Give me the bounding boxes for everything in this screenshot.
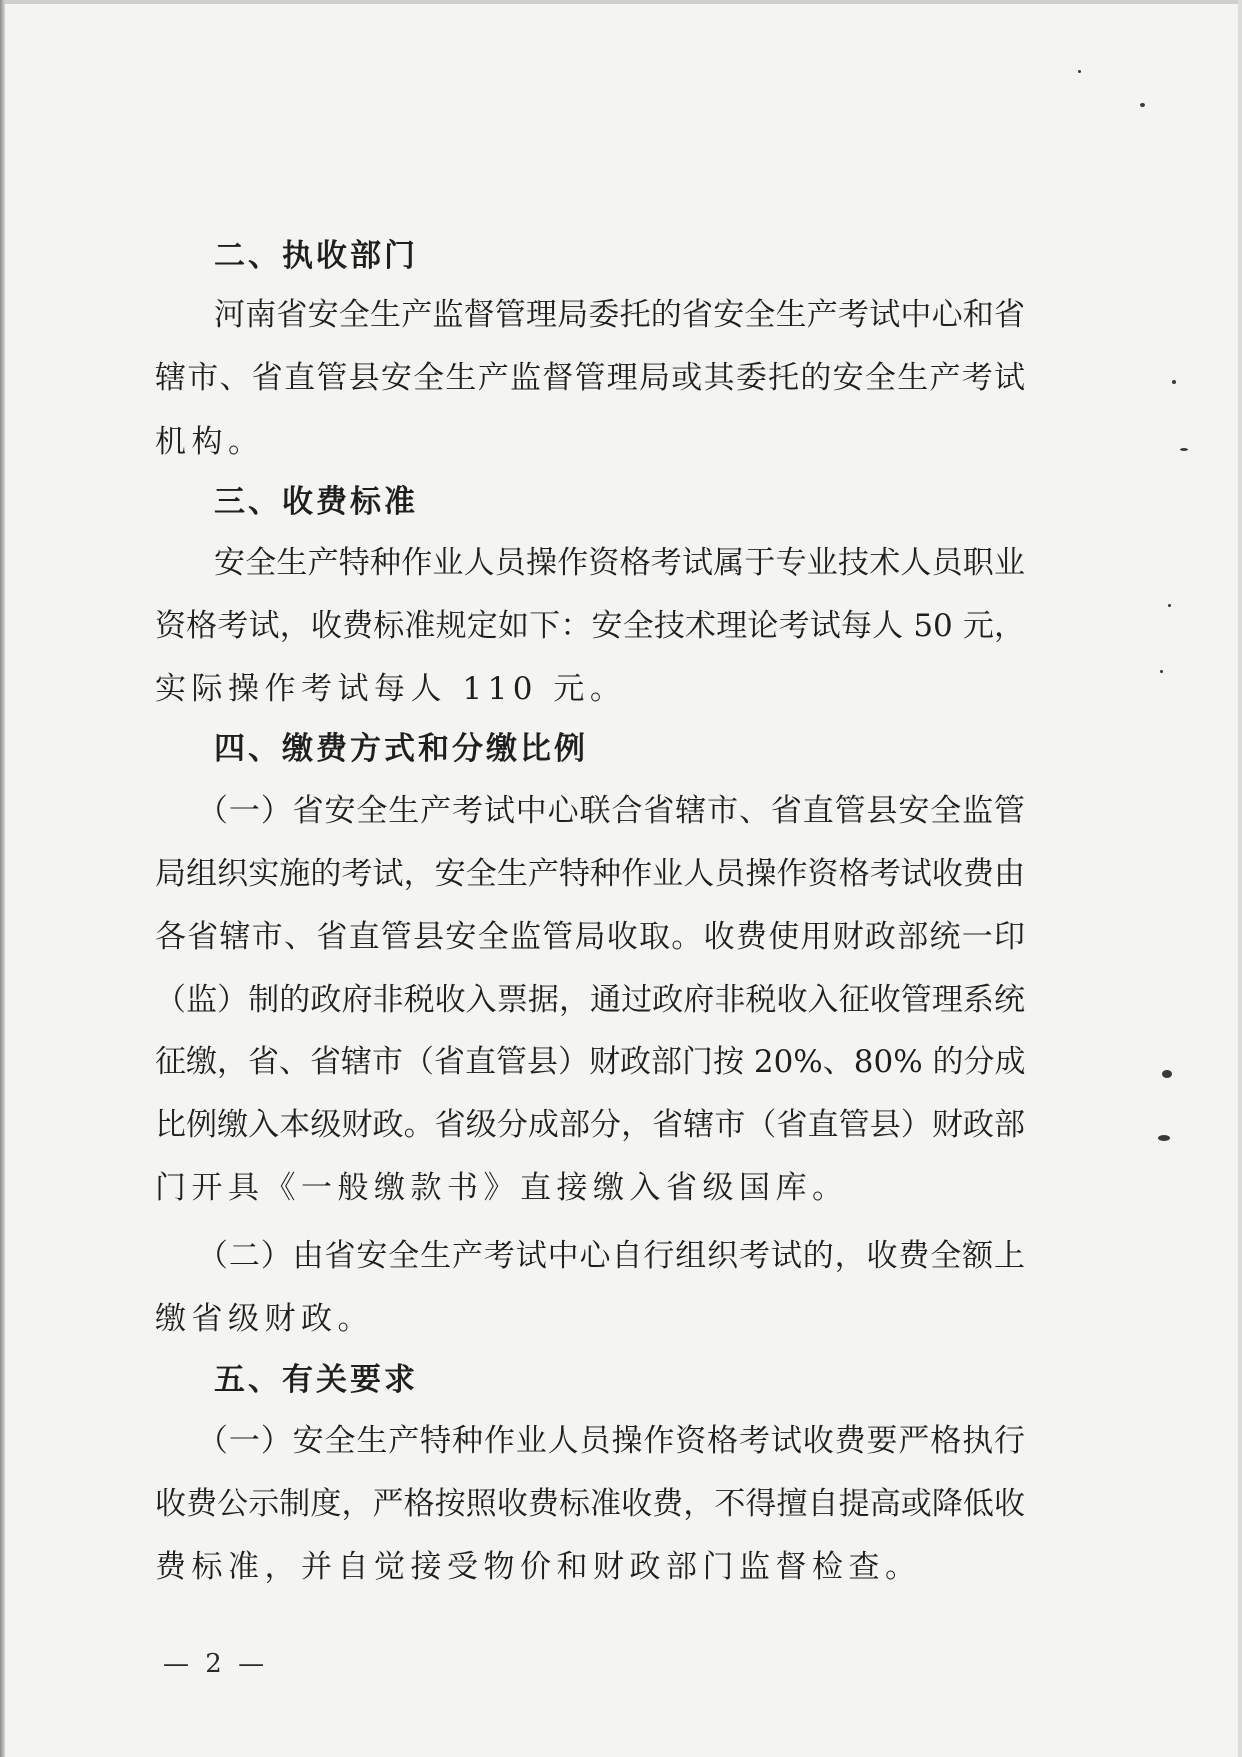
scan-speck [1168,604,1171,607]
paragraph-line: 安全生产特种作业人员操作资格考试属于专业技术人员职业 [214,545,1025,581]
section-heading-4: 四、缴费方式和分缴比例 [214,731,588,767]
page-number: — 2 — [163,1649,269,1679]
paragraph-line: 门开具《一般缴款书》直接缴入省级国库。 [155,1170,849,1206]
paragraph-line: （一）省安全生产考试中心联合省辖市、省直管县安全监管 [197,793,1025,829]
paragraph-line: 辖市、省直管县安全生产监督管理局或其委托的安全生产考试 [155,360,1025,396]
paragraph-line: 费标准，并自觉接受物价和财政部门监督检查。 [155,1549,922,1585]
paragraph-line: （二）由省安全生产考试中心自行组织考试的，收费全额上 [197,1238,1025,1274]
scan-edge-right [1238,0,1242,1757]
paragraph-line: （监）制的政府非税收入票据，通过政府非税收入征收管理系统 [155,982,1025,1018]
paragraph-line: 实际操作考试每人 110 元。 [155,671,627,707]
scan-speck [1140,103,1145,107]
paragraph-line: 征缴，省、省辖市（省直管县）财政部门按 20%、80% 的分成 [155,1044,1026,1080]
paragraph-line: 各省辖市、省直管县安全监管局收取。收费使用财政部统一印 [155,919,1025,955]
scan-edge-left [0,0,5,1757]
scan-speck [1158,1135,1170,1141]
paragraph-line: 机构。 [155,424,265,460]
scan-speck [1162,1070,1172,1078]
paragraph-line: 收费公示制度，严格按照收费标准收费，不得擅自提高或降低收 [155,1486,1025,1522]
paragraph-line: 缴省级财政。 [155,1301,374,1337]
paragraph-line: 河南省安全生产监督管理局委托的省安全生产考试中心和省 [214,297,1025,333]
paragraph-line: 资格考试，收费标准规定如下：安全技术理论考试每人 50 元， [155,608,1025,644]
section-heading-2: 二、执收部门 [214,238,418,274]
section-heading-5: 五、有关要求 [214,1362,418,1398]
paragraph-line: （一）安全生产特种作业人员操作资格考试收费要严格执行 [197,1423,1025,1459]
scan-speck [1078,70,1081,73]
scan-speck [1160,670,1163,673]
paragraph-line: 局组织实施的考试，安全生产特种作业人员操作资格考试收费由 [155,856,1025,892]
scan-speck [1180,448,1188,451]
scan-edge-top [0,0,1242,4]
scan-speck [1172,380,1176,384]
paragraph-line: 比例缴入本级财政。省级分成部分，省辖市（省直管县）财政部 [155,1107,1025,1143]
section-heading-3: 三、收费标准 [214,484,418,520]
